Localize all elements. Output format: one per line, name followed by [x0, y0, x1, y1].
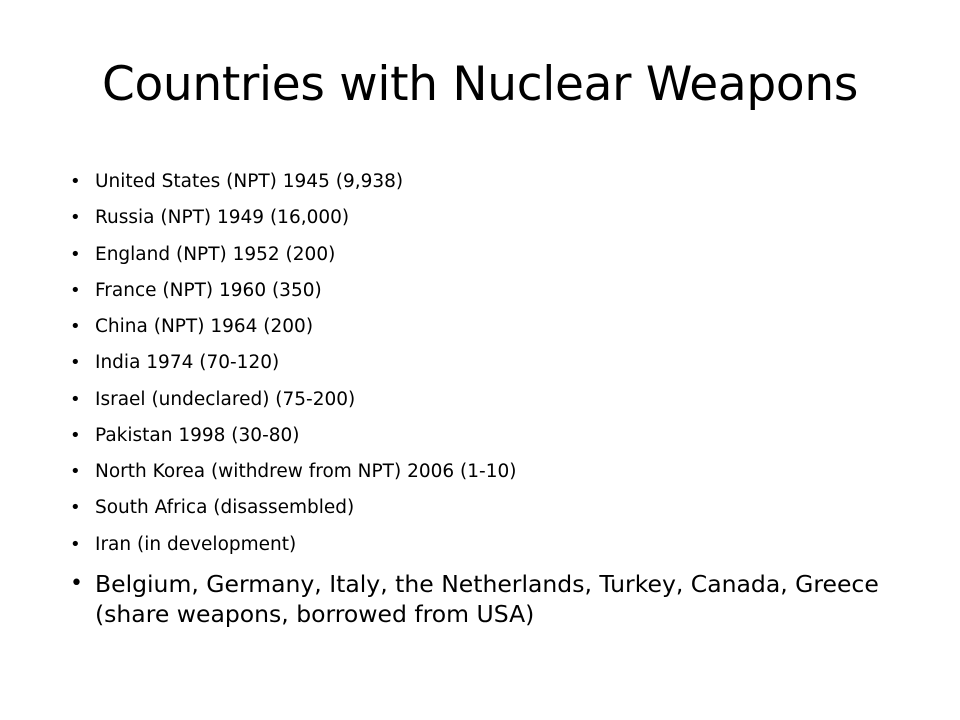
list-item [70, 496, 910, 520]
list-item [70, 315, 910, 339]
bullet-icon: • [70, 207, 81, 229]
list-item [70, 170, 910, 194]
bullet-icon: • [70, 461, 81, 482]
list-item-text: Iran (in development) [95, 533, 297, 555]
bullet-icon: • [70, 171, 81, 192]
bullet-icon: • [70, 570, 83, 596]
bullet-icon: • [70, 243, 81, 265]
list-item-shared-weapons [70, 569, 910, 629]
list-item-text: North Korea (withdrew from NPT) 2006 (1-10) [95, 461, 517, 482]
list-item [70, 533, 910, 557]
list-item-text: China (NPT) 1964 (200) [95, 316, 314, 337]
list-item-text: Israel (undeclared) (75-200) [95, 388, 356, 410]
bullet-icon: • [70, 533, 81, 555]
bullet-icon: • [70, 352, 81, 374]
slide-title: Countries with Nuclear Weapons [101, 57, 859, 112]
list-item-text: France (NPT) 1960 (350) [95, 279, 322, 301]
list-item-text: Pakistan 1998 (30-80) [95, 424, 300, 446]
bullet-icon: • [70, 388, 81, 410]
bullet-icon: • [70, 424, 81, 446]
list-item-text: Russia (NPT) 1949 (16,000) [95, 207, 350, 229]
list-item-text: United States (NPT) 1945 (9,938) [95, 171, 404, 192]
list-item-text: Belgium, Germany, Italy, the Netherlands, Turkey, Canada, Greece (share weapons, borrowed from USA) [95, 569, 879, 628]
list-item [70, 424, 910, 448]
list-item [70, 206, 910, 230]
bullet-icon: • [70, 316, 81, 337]
list-item-text: India 1974 (70-120) [95, 352, 280, 374]
list-item-text: South Africa (disassembled) [95, 497, 355, 519]
list-item [70, 388, 910, 412]
list-item [70, 279, 910, 303]
list-item [70, 351, 910, 375]
list-item [70, 243, 910, 267]
bullet-icon: • [70, 497, 81, 519]
list-item [70, 460, 910, 484]
list-item-text: England (NPT) 1952 (200) [95, 243, 336, 265]
bullet-icon: • [70, 279, 81, 301]
bullet-list [70, 170, 910, 641]
